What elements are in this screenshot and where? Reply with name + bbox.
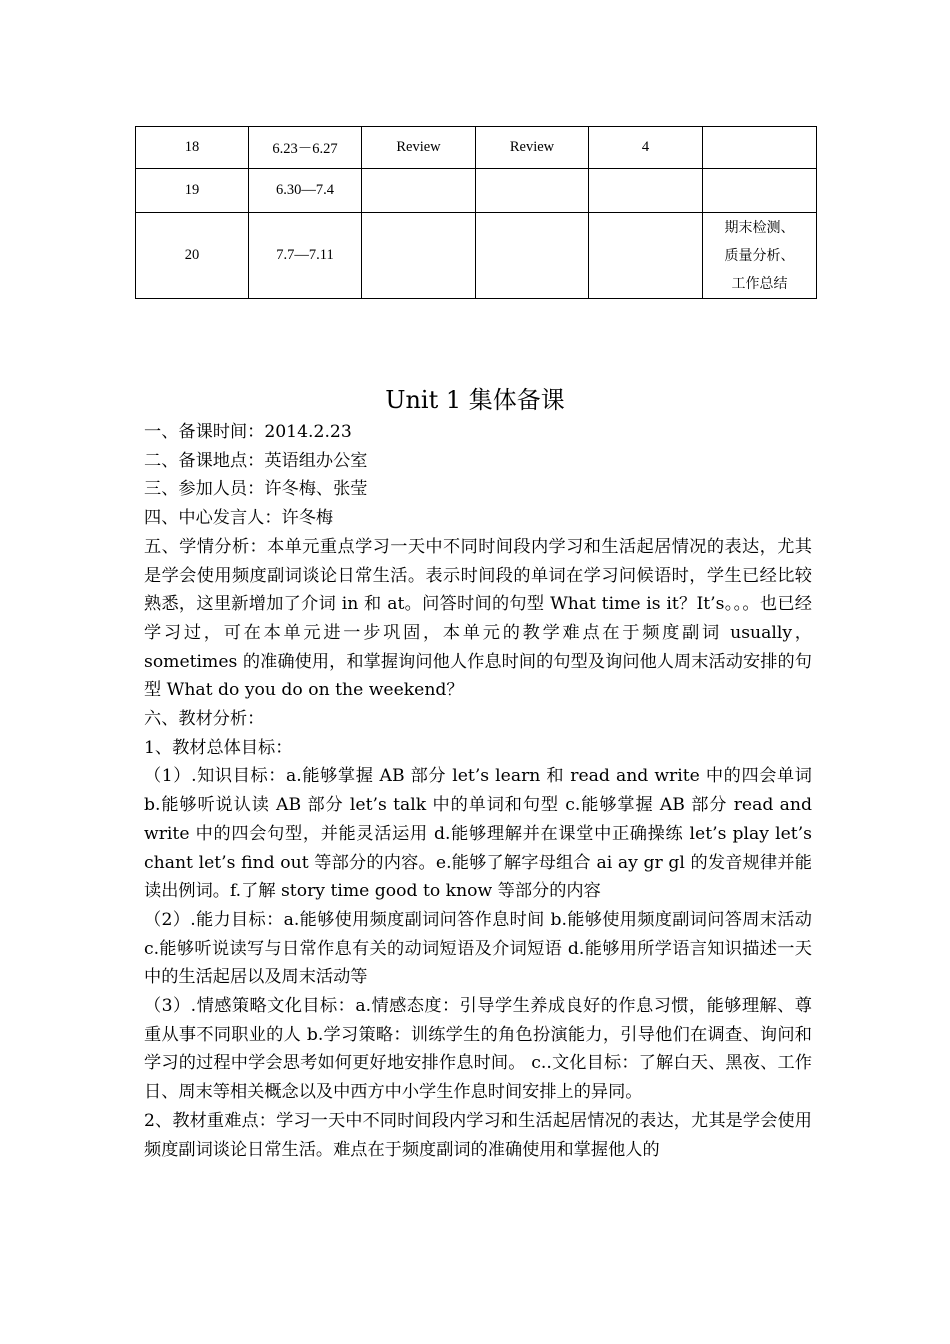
week-cell: 18 [136, 127, 249, 169]
remark-line: 质量分析、 [724, 247, 795, 264]
overall-goals-heading: 1、教材总体目标： [144, 737, 293, 758]
table-row [136, 169, 817, 213]
remark-cell [703, 169, 817, 213]
week-cell: 19 [136, 169, 249, 213]
lead-speaker: 四、中心发言人：许冬梅 [144, 508, 334, 529]
hours-cell: 4 [589, 127, 703, 169]
remark-cell [703, 213, 817, 299]
affective-goals: （3）.情感策略文化目标：a.情感态度：引导学生养成良好的作息习惯，能够理解、尊重从事不同职业的人 b.学习策略：训练学生的角色扮演能力，引导他们在调查、询问和学习的过程中学会思考如何更好地安排作息时间。 c..文化目标：了解白天、黑夜、工作日、周末等相关概念以及中西方中小学生作息时间安排上的异同。 [144, 996, 812, 1103]
schedule-table [135, 126, 817, 299]
date-cell: 7.7—7.11 [249, 213, 362, 299]
student-analysis: 五、学情分析：本单元重点学习一天中不同时间段内学习和生活起居情况的表达，尤其是学会使用频度副词谈论日常生活。表示时间段的单词在学习问候语时，学生已经比较熟悉，这里新增加了介词 in 和 at。问答时间的句型 What time is it？It’s。。。也已经学习过，可在本单元进一步巩固，本单元的教学难点在于频度副词 usually，sometimes 的准确使用，和掌握询问他人作息时间的句型及询问他人周末活动安排的句型 What do you do on the weekend？ [144, 536, 812, 701]
content-cell [362, 169, 476, 213]
ability-goals: （2）.能力目标：a.能够使用频度副词问答作息时间 b.能够使用频度副词问答周末活动 c.能够听说读写与日常作息有关的动词短语及介词短语 d.能够用所学语言知识描述一天中的生活起居以及周末活动等 [144, 909, 812, 988]
table-row [136, 213, 817, 299]
prep-location: 二、备课地点：英语组办公室 [144, 450, 368, 471]
content-cell: Review [362, 127, 476, 169]
content-cell [476, 169, 589, 213]
participants: 三、参加人员：许冬梅、张莹 [144, 479, 368, 500]
knowledge-goals: （1）.知识目标：a.能够掌握 AB 部分 let’s learn 和 read and write 中的四会单词 b.能够听说认读 AB 部分 let’s talk 中的单词和句型 c.能够掌握 AB 部分 read and write 中的四会句型，并能灵活运用 d.能够理解并在课堂中正确操练 let’s play let’s chant let’s find out 等部分的内容。e.能够了解字母组合 ai ay gr gl 的发音规律并能读出例词。f.了解 story time good to know 等部分的内容 [144, 766, 812, 902]
document-body [144, 418, 812, 1164]
content-cell [362, 213, 476, 299]
hours-cell [589, 169, 703, 213]
material-analysis-heading: 六、教材分析： [144, 709, 265, 730]
prep-time: 一、备课时间：2014.2.23 [144, 422, 352, 442]
content-cell [476, 213, 589, 299]
table-row [136, 127, 817, 169]
date-cell: 6.23－6.27 [249, 127, 362, 169]
week-cell: 20 [136, 213, 249, 299]
remark-line: 工作总结 [731, 275, 788, 292]
date-cell: 6.30—7.4 [249, 169, 362, 213]
remark-line: 期末检测、 [724, 219, 795, 236]
content-cell: Review [476, 127, 589, 169]
remark-cell [703, 127, 817, 169]
document-title: Unit 1 集体备课 [385, 386, 565, 414]
hours-cell [589, 213, 703, 299]
key-difficulties: 2、教材重难点：学习一天中不同时间段内学习和生活起居情况的表达，尤其是学会使用频度副词谈论日常生活。难点在于频度副词的准确使用和掌握他人的 [144, 1110, 812, 1160]
